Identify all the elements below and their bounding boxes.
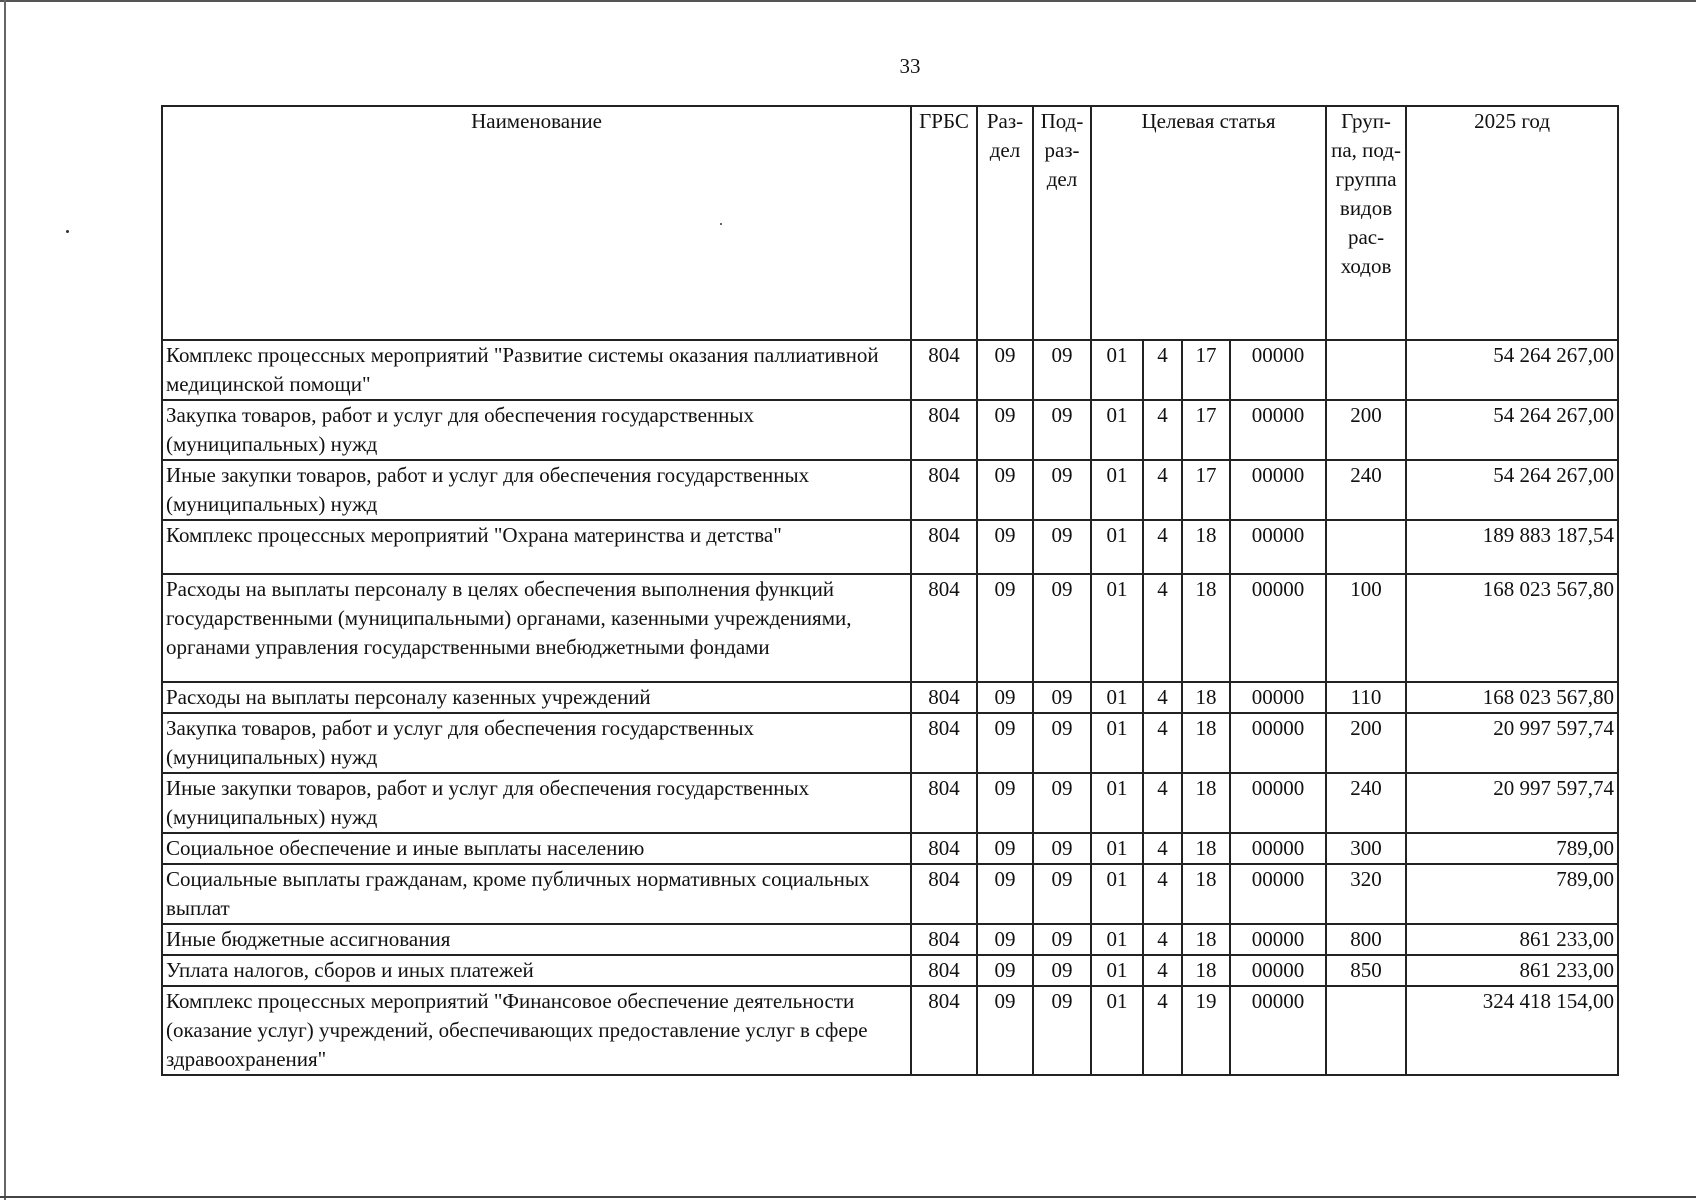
row-target-complex: 17	[1182, 340, 1230, 400]
row-razdel: 09	[977, 864, 1033, 924]
row-target-type: 4	[1143, 400, 1182, 460]
row-grbs: 804	[911, 520, 977, 574]
header-grbs: ГРБС	[911, 106, 977, 340]
row-grbs: 804	[911, 340, 977, 400]
row-target-direction: 00000	[1230, 955, 1326, 986]
row-podrazdel: 09	[1033, 400, 1091, 460]
row-expense-group	[1326, 520, 1406, 574]
row-expense-group	[1326, 986, 1406, 1075]
row-target-complex: 18	[1182, 773, 1230, 833]
row-grbs: 804	[911, 682, 977, 713]
row-target-direction: 00000	[1230, 833, 1326, 864]
row-target-complex: 18	[1182, 520, 1230, 574]
row-razdel: 09	[977, 833, 1033, 864]
row-name: Расходы на выплаты персоналу казенных учреждений	[162, 682, 911, 713]
row-grbs: 804	[911, 833, 977, 864]
header-group-line: Груп-	[1341, 109, 1391, 133]
row-podrazdel: 09	[1033, 460, 1091, 520]
row-amount: 789,00	[1406, 864, 1618, 924]
row-razdel: 09	[977, 460, 1033, 520]
row-razdel: 09	[977, 682, 1033, 713]
row-amount: 20 997 597,74	[1406, 713, 1618, 773]
row-grbs: 804	[911, 574, 977, 682]
row-podrazdel: 09	[1033, 955, 1091, 986]
row-razdel: 09	[977, 400, 1033, 460]
row-amount: 789,00	[1406, 833, 1618, 864]
row-target-type: 4	[1143, 574, 1182, 682]
row-name: Расходы на выплаты персоналу в целях обеспечения выполнения функций государственными (муниципальными) органами, казенными учреждениями, органами управления государственными внебюджетными фондами	[162, 574, 911, 682]
row-target-direction: 00000	[1230, 986, 1326, 1075]
row-expense-group: 100	[1326, 574, 1406, 682]
row-grbs: 804	[911, 924, 977, 955]
header-razdel	[977, 106, 1033, 340]
row-target-direction: 00000	[1230, 864, 1326, 924]
row-expense-group: 300	[1326, 833, 1406, 864]
row-name: Социальное обеспечение и иные выплаты населению	[162, 833, 911, 864]
row-target-complex: 18	[1182, 833, 1230, 864]
row-target-program: 01	[1091, 955, 1143, 986]
header-target-article: Целевая статья	[1091, 106, 1326, 340]
row-podrazdel: 09	[1033, 682, 1091, 713]
row-podrazdel: 09	[1033, 340, 1091, 400]
row-target-direction: 00000	[1230, 713, 1326, 773]
table-row	[162, 682, 1618, 713]
row-podrazdel: 09	[1033, 924, 1091, 955]
row-target-type: 4	[1143, 955, 1182, 986]
sheet-edge	[0, 1196, 1696, 1198]
row-podrazdel: 09	[1033, 773, 1091, 833]
row-amount: 861 233,00	[1406, 924, 1618, 955]
header-podrazdel	[1033, 106, 1091, 340]
row-target-program: 01	[1091, 400, 1143, 460]
table-body	[162, 340, 1618, 1075]
row-name: Комплекс процессных мероприятий "Финансовое обеспечение деятельности (оказание услуг) учреждений, обеспечивающих предоставление услуг в сфере здравоохранения"	[162, 986, 911, 1075]
row-target-direction: 00000	[1230, 682, 1326, 713]
row-podrazdel: 09	[1033, 520, 1091, 574]
row-target-type: 4	[1143, 713, 1182, 773]
row-target-program: 01	[1091, 682, 1143, 713]
row-target-direction: 00000	[1230, 520, 1326, 574]
row-target-program: 01	[1091, 773, 1143, 833]
sheet-edge	[0, 0, 1696, 2]
table-row	[162, 833, 1618, 864]
row-amount: 54 264 267,00	[1406, 400, 1618, 460]
row-name: Закупка товаров, работ и услуг для обеспечения государственных (муниципальных) нужд	[162, 400, 911, 460]
row-razdel: 09	[977, 773, 1033, 833]
row-target-type: 4	[1143, 340, 1182, 400]
row-target-complex: 18	[1182, 713, 1230, 773]
row-target-program: 01	[1091, 340, 1143, 400]
row-name: Иные бюджетные ассигнования	[162, 924, 911, 955]
row-target-direction: 00000	[1230, 340, 1326, 400]
row-target-program: 01	[1091, 520, 1143, 574]
row-amount: 54 264 267,00	[1406, 340, 1618, 400]
row-target-type: 4	[1143, 833, 1182, 864]
row-target-type: 4	[1143, 460, 1182, 520]
table-row	[162, 986, 1618, 1075]
row-expense-group: 850	[1326, 955, 1406, 986]
row-target-complex: 18	[1182, 955, 1230, 986]
row-expense-group: 240	[1326, 460, 1406, 520]
row-target-complex: 18	[1182, 682, 1230, 713]
row-name: Социальные выплаты гражданам, кроме публичных нормативных социальных выплат	[162, 864, 911, 924]
sheet-edge	[4, 0, 6, 1200]
row-target-complex: 18	[1182, 864, 1230, 924]
row-podrazdel: 09	[1033, 574, 1091, 682]
header-podrazdel-line: Под-	[1040, 109, 1084, 133]
table-row	[162, 520, 1618, 574]
row-razdel: 09	[977, 955, 1033, 986]
row-razdel: 09	[977, 574, 1033, 682]
row-name: Иные закупки товаров, работ и услуг для обеспечения государственных (муниципальных) нужд	[162, 460, 911, 520]
row-grbs: 804	[911, 400, 977, 460]
row-amount: 54 264 267,00	[1406, 460, 1618, 520]
row-target-program: 01	[1091, 574, 1143, 682]
row-razdel: 09	[977, 340, 1033, 400]
row-expense-group: 110	[1326, 682, 1406, 713]
row-amount: 324 418 154,00	[1406, 986, 1618, 1075]
table-row	[162, 955, 1618, 986]
table-row	[162, 924, 1618, 955]
row-name: Комплекс процессных мероприятий "Развитие системы оказания паллиативной медицинской помощи"	[162, 340, 911, 400]
row-name: Уплата налогов, сборов и иных платежей	[162, 955, 911, 986]
header-razdel-line: Раз-	[986, 109, 1024, 133]
row-target-complex: 19	[1182, 986, 1230, 1075]
row-grbs: 804	[911, 864, 977, 924]
table-row	[162, 574, 1618, 682]
row-target-type: 4	[1143, 682, 1182, 713]
row-name: Иные закупки товаров, работ и услуг для обеспечения государственных (муниципальных) нужд	[162, 773, 911, 833]
row-amount: 861 233,00	[1406, 955, 1618, 986]
row-target-direction: 00000	[1230, 773, 1326, 833]
row-razdel: 09	[977, 713, 1033, 773]
row-expense-group: 200	[1326, 400, 1406, 460]
row-razdel: 09	[977, 924, 1033, 955]
row-name: Закупка товаров, работ и услуг для обеспечения государственных (муниципальных) нужд	[162, 713, 911, 773]
row-target-complex: 18	[1182, 574, 1230, 682]
row-podrazdel: 09	[1033, 833, 1091, 864]
row-target-program: 01	[1091, 924, 1143, 955]
header-podrazdel-line: дел	[1046, 167, 1078, 191]
row-grbs: 804	[911, 773, 977, 833]
table-row	[162, 864, 1618, 924]
table-row	[162, 340, 1618, 400]
row-expense-group: 240	[1326, 773, 1406, 833]
row-expense-group: 320	[1326, 864, 1406, 924]
row-target-type: 4	[1143, 520, 1182, 574]
row-expense-group	[1326, 340, 1406, 400]
row-target-direction: 00000	[1230, 400, 1326, 460]
row-target-type: 4	[1143, 924, 1182, 955]
header-year: 2025 год	[1406, 106, 1618, 340]
table-row	[162, 460, 1618, 520]
row-grbs: 804	[911, 713, 977, 773]
row-podrazdel: 09	[1033, 986, 1091, 1075]
budget-table	[161, 105, 1619, 1076]
table-header-row	[162, 106, 1618, 340]
table-row	[162, 713, 1618, 773]
row-target-program: 01	[1091, 460, 1143, 520]
row-razdel: 09	[977, 986, 1033, 1075]
row-target-program: 01	[1091, 833, 1143, 864]
row-target-complex: 18	[1182, 924, 1230, 955]
row-podrazdel: 09	[1033, 713, 1091, 773]
row-target-complex: 17	[1182, 400, 1230, 460]
row-amount: 189 883 187,54	[1406, 520, 1618, 574]
page-number: 33	[899, 54, 921, 78]
row-expense-group: 200	[1326, 713, 1406, 773]
row-target-type: 4	[1143, 773, 1182, 833]
row-target-direction: 00000	[1230, 574, 1326, 682]
row-grbs: 804	[911, 986, 977, 1075]
row-target-direction: 00000	[1230, 460, 1326, 520]
scan-speck	[66, 230, 69, 233]
row-grbs: 804	[911, 955, 977, 986]
row-name: Комплекс процессных мероприятий "Охрана материнства и детства"	[162, 520, 911, 574]
header-group-line: рас-	[1347, 225, 1385, 249]
table-row	[162, 400, 1618, 460]
row-target-program: 01	[1091, 986, 1143, 1075]
row-amount: 168 023 567,80	[1406, 682, 1618, 713]
header-group-line: видов	[1339, 196, 1393, 220]
row-podrazdel: 09	[1033, 864, 1091, 924]
table-row	[162, 773, 1618, 833]
row-expense-group: 800	[1326, 924, 1406, 955]
header-expense-group	[1326, 106, 1406, 340]
row-target-direction: 00000	[1230, 924, 1326, 955]
header-group-line: па, под-	[1331, 138, 1401, 162]
header-razdel-line: дел	[989, 138, 1021, 162]
row-target-type: 4	[1143, 864, 1182, 924]
row-grbs: 804	[911, 460, 977, 520]
row-amount: 168 023 567,80	[1406, 574, 1618, 682]
header-group-line: группа	[1335, 167, 1397, 191]
row-target-program: 01	[1091, 713, 1143, 773]
header-name: Наименование	[162, 106, 911, 340]
header-podrazdel-line: раз-	[1044, 138, 1080, 162]
row-target-type: 4	[1143, 986, 1182, 1075]
header-group-line: ходов	[1340, 254, 1392, 278]
row-razdel: 09	[977, 520, 1033, 574]
row-target-program: 01	[1091, 864, 1143, 924]
row-amount: 20 997 597,74	[1406, 773, 1618, 833]
row-target-complex: 17	[1182, 460, 1230, 520]
